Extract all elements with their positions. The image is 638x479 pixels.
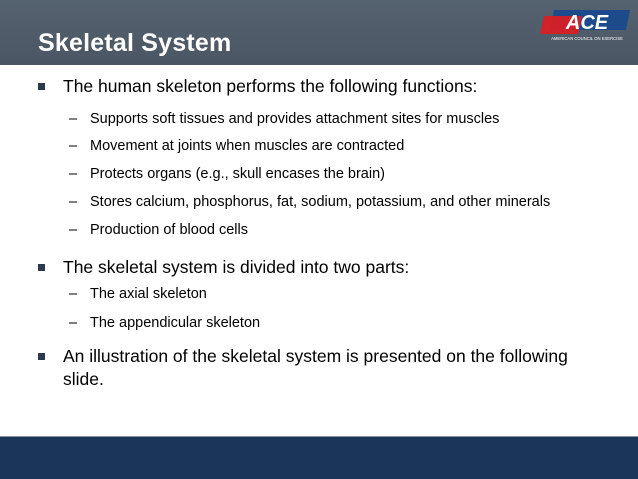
logo-tagline: AMERICAN COUNCIL ON EXERCISE [551, 36, 623, 41]
dash-marker: – [69, 315, 78, 331]
sub-bullet-text: Supports soft tissues and provides attachment sites for muscles [90, 111, 500, 127]
sub-bullet-text: Protects organs (e.g., skull encases the brain) [90, 166, 385, 182]
dash-marker: – [69, 222, 78, 238]
dash-marker: – [69, 166, 78, 182]
sub-bullet-text: The axial skeleton [90, 286, 207, 302]
bullet-text: An illustration of the skeletal system is presented on the following slide. [63, 346, 568, 389]
slide-title: Skeletal System [38, 29, 232, 57]
sub-bullet-text: Production of blood cells [90, 222, 248, 238]
sub-bullet-text: Stores calcium, phosphorus, fat, sodium, potassium, and other minerals [90, 194, 551, 210]
logo-text: ACE [565, 12, 609, 34]
slide-header [0, 0, 638, 65]
dash-marker: – [69, 194, 78, 210]
dash-marker: – [69, 111, 78, 127]
bullet-text: The skeletal system is divided into two parts: [63, 257, 410, 277]
bullet-marker [38, 83, 45, 90]
slide-footer [0, 437, 638, 479]
sub-bullet-text: The appendicular skeleton [90, 315, 261, 331]
dash-marker: – [69, 138, 78, 154]
sub-bullet-text: Movement at joints when muscles are contracted [90, 138, 405, 154]
bullet-marker [38, 353, 45, 360]
bullet-marker [38, 264, 45, 271]
ace-logo [540, 4, 634, 44]
dash-marker: – [69, 286, 78, 302]
bullet-text: The human skeleton performs the following functions: [63, 76, 478, 96]
